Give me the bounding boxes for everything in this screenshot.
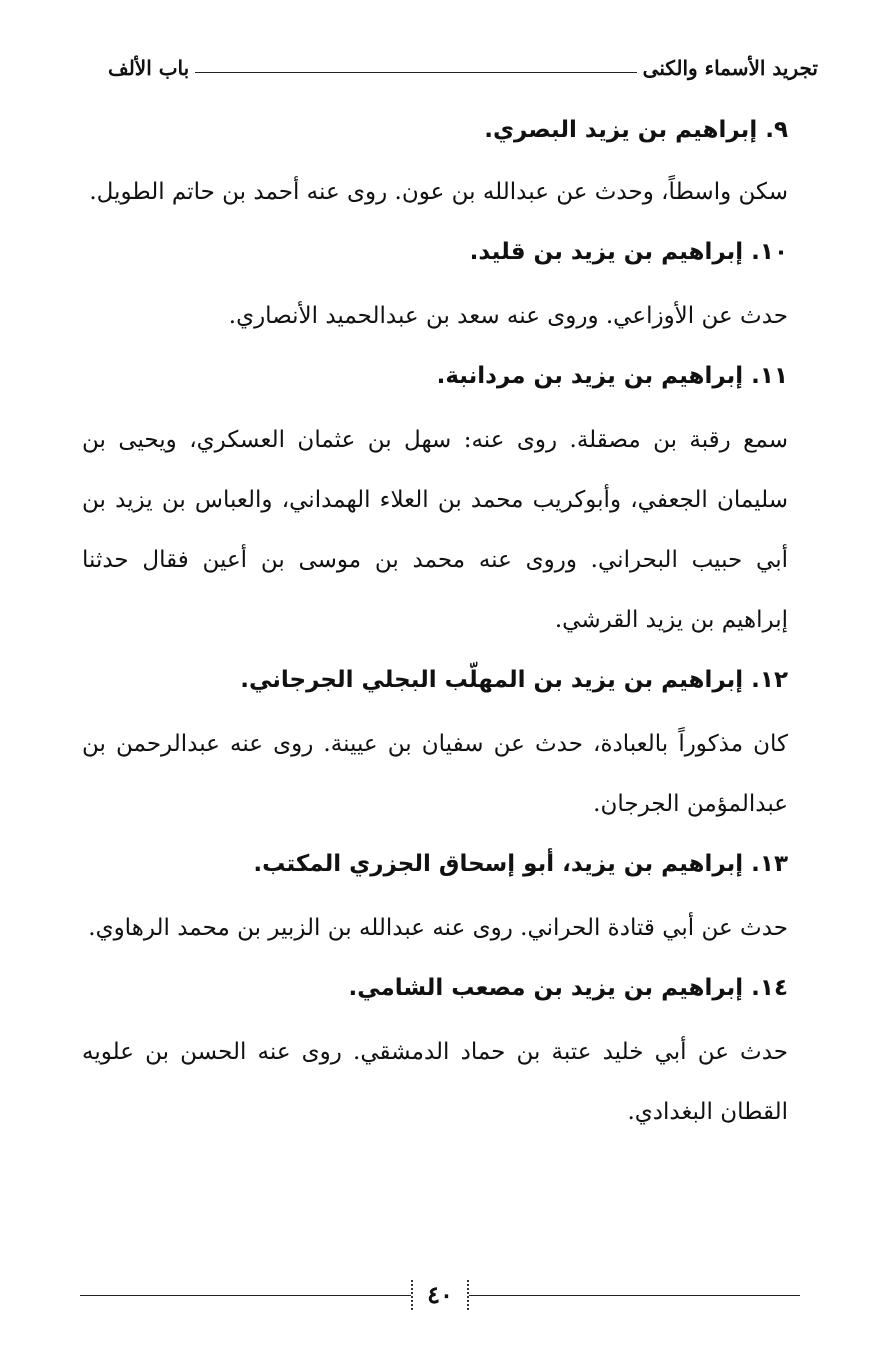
book-title: تجريد الأسماء والكنى (642, 56, 818, 80)
entry-title: ٩. إبراهيم بن يزيد البصري. (484, 117, 788, 143)
entry-title: ١٠. إبراهيم بن يزيد بن قليد. (469, 239, 788, 265)
entry-text: كان مذكوراً بالعبادة، حدث عن سفيان بن عيينة. روى عنه عبدالرحمن بن عبدالمؤمن الجرجان. (82, 731, 788, 817)
header-rule (195, 72, 636, 73)
page-footer (80, 1275, 800, 1315)
footer-rule-left (80, 1295, 411, 1296)
entry-title: ١١. إبراهيم بن يزيد بن مردانبة. (436, 363, 788, 389)
entry-text: سمع رقبة بن مصقلة. روى عنه: سهل بن عثمان العسكري، ويحيى بن سليمان الجعفي، وأبوكريب محمد بن العلاء الهمداني، والعباس بن يزيد بن أبي حبيب البحراني. وروى عنه محمد بن موسى بن أعين فقال حدثنا إبراهيم بن يزيد القرشي. (82, 427, 788, 633)
chapter-title: باب الألف (108, 56, 190, 80)
entry-text: حدث عن أبي قتادة الحراني. روى عنه عبدالله بن الزبير بن محمد الرهاوي. (88, 915, 788, 941)
page-body (82, 100, 818, 1142)
entry-text: حدث عن أبي خليد عتبة بن حماد الدمشقي. روى عنه الحسن بن علويه القطان البغدادي. (82, 1039, 788, 1125)
entry-text: حدث عن الأوزاعي. وروى عنه سعد بن عبدالحميد الأنصاري. (228, 303, 788, 329)
entry-title: ١٢. إبراهيم بن يزيد بن المهلّب البجلي الجرجاني. (240, 667, 788, 693)
entry-title: ١٤. إبراهيم بن يزيد بن مصعب الشامي. (348, 975, 788, 1001)
running-header (108, 48, 818, 88)
page-number: ٤٠ (411, 1280, 469, 1310)
footer-rule-right (469, 1295, 800, 1296)
entry-text: سكن واسطاً، وحدث عن عبدالله بن عون. روى عنه أحمد بن حاتم الطويل. (89, 179, 788, 205)
entry-title: ١٣. إبراهيم بن يزيد، أبو إسحاق الجزري المكتب. (253, 851, 788, 877)
